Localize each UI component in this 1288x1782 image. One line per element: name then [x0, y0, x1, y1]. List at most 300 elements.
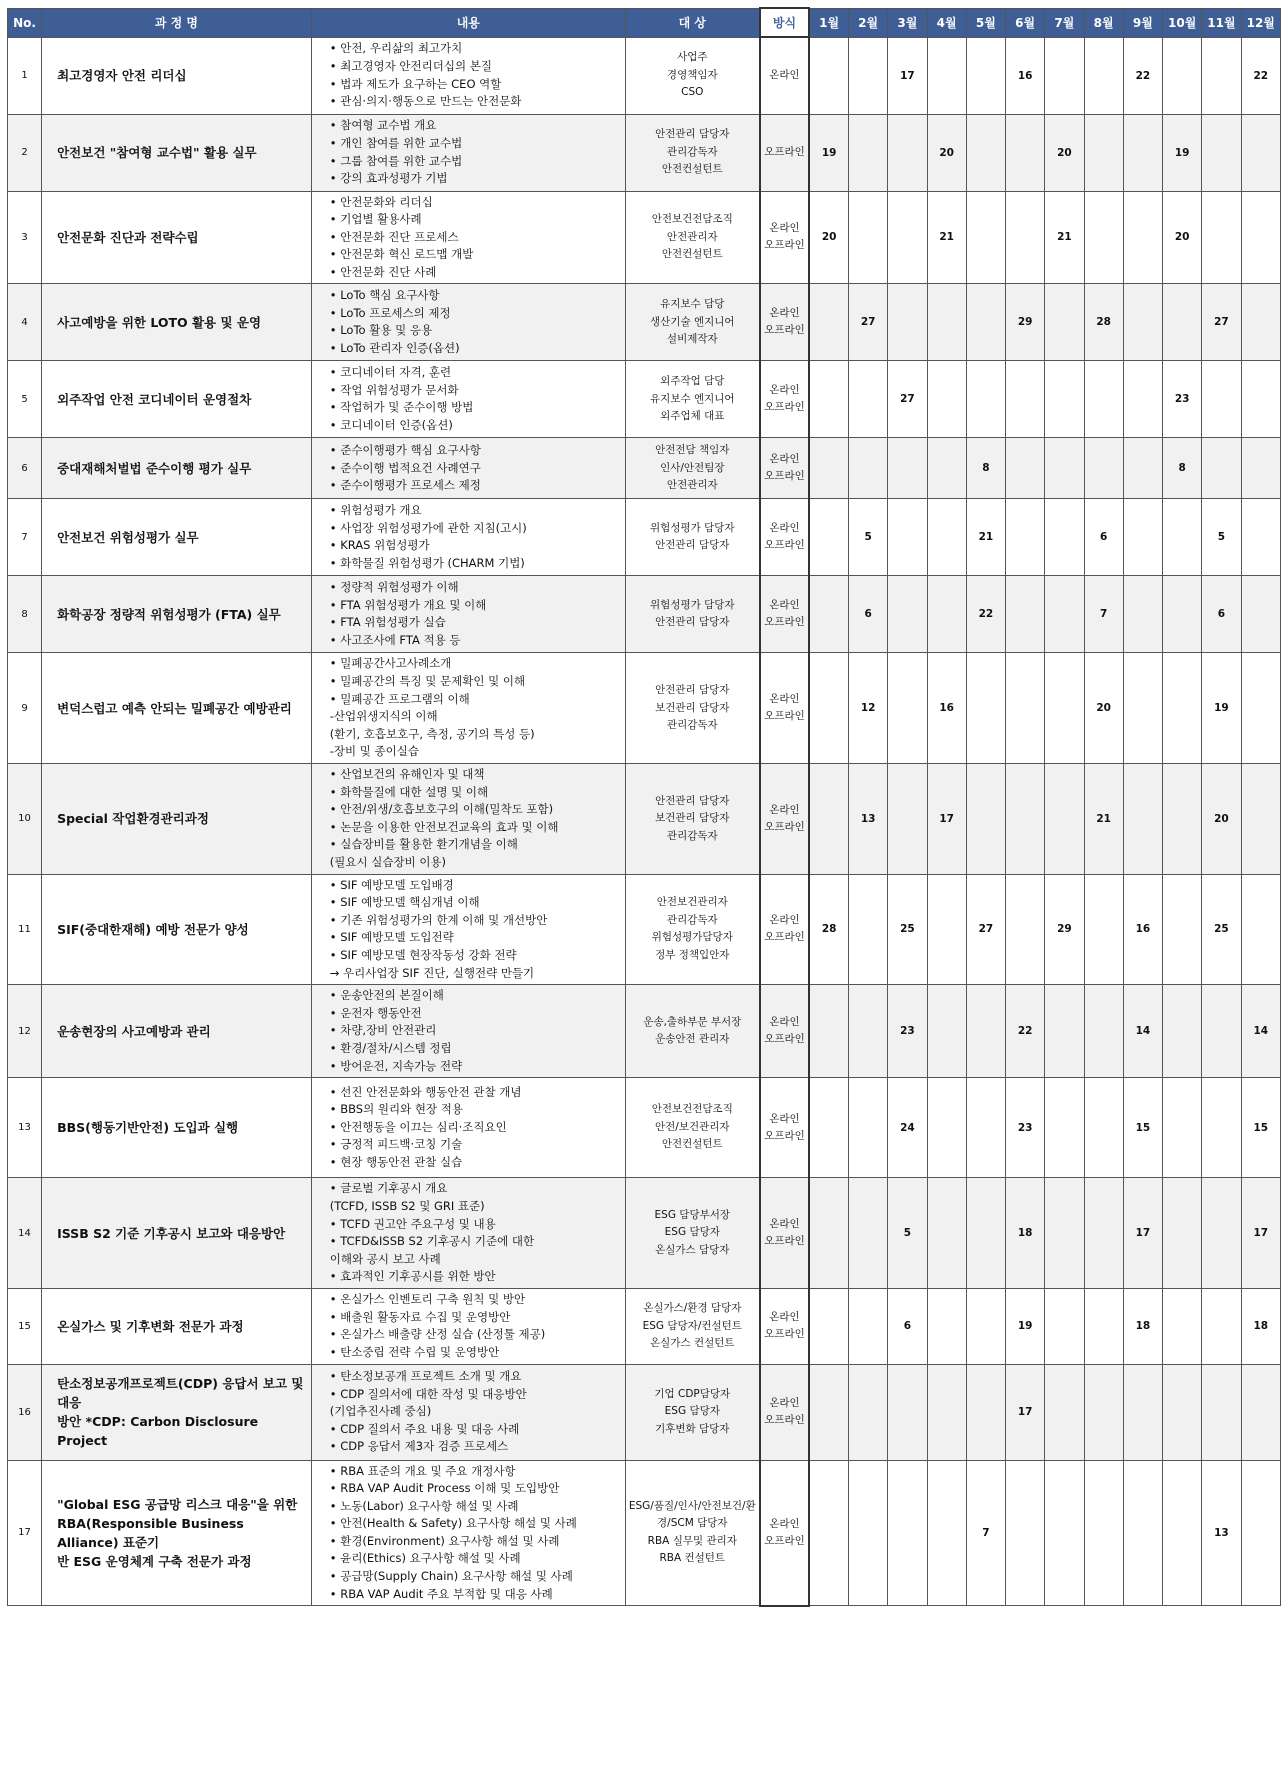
course-content: [311, 985, 625, 1078]
method-line: 온라인: [769, 914, 800, 927]
table-body: [8, 37, 1281, 1606]
row-number: 14: [8, 1178, 42, 1289]
course-name-line: SIF(중대한재해) 예방 전문가 양성: [57, 921, 249, 937]
content-line: • 운송안전의 본질이해: [329, 988, 444, 1003]
month-date: [1123, 764, 1162, 875]
course-method: [760, 1289, 810, 1364]
content-line: • RBA VAP Audit Process 이해 및 도입방안: [329, 1481, 560, 1496]
month-date: 17: [927, 764, 966, 875]
row-number: 5: [8, 361, 42, 438]
month-date: [809, 1289, 848, 1364]
content-line: • 논문을 이용한 안전보건교육의 효과 및 이해: [329, 819, 559, 834]
content-line: • 강의 효과성평가 기법: [329, 171, 448, 186]
month-date: 6: [849, 576, 888, 653]
month-date: [1241, 874, 1280, 985]
content-line: • CDP 질의서 주요 내용 및 대응 사례: [329, 1421, 520, 1436]
month-date: [849, 191, 888, 284]
month-date: [809, 1078, 848, 1178]
month-date: [1045, 361, 1084, 438]
method-line: 오프라인: [764, 1129, 805, 1142]
course-content: [311, 1178, 625, 1289]
course-name: [42, 1078, 312, 1178]
month-date: [927, 1364, 966, 1460]
month-date: [1123, 1460, 1162, 1606]
target-line: 안전전담 책임자: [655, 444, 730, 457]
target-line: 안전관리자: [666, 479, 718, 492]
target-line: 외주작업 담당: [660, 375, 725, 388]
month-date: [1202, 191, 1241, 284]
month-date: 18: [1123, 1289, 1162, 1364]
month-date: [888, 653, 927, 764]
month-date: [888, 284, 927, 361]
table-row: [8, 985, 1281, 1078]
target-line: 인사/안전팀장: [660, 461, 725, 474]
schedule-table: [7, 7, 1281, 1607]
content-line: • 선진 안전문화와 행동안전 관찰 개념: [329, 1084, 522, 1099]
method-line: 온라인: [769, 1311, 800, 1324]
month-date: 19: [809, 114, 848, 191]
month-date: [1163, 499, 1202, 576]
method-line: 온라인: [769, 599, 800, 612]
method-line: 오프라인: [764, 1534, 805, 1547]
month-date: [1202, 1178, 1241, 1289]
content-line: • 준수이행평가 프로세스 제정: [329, 478, 481, 493]
month-date: [1163, 284, 1202, 361]
month-date: [1123, 438, 1162, 499]
method-line: 오프라인: [764, 931, 805, 944]
content-line: • 준수이행 법적요건 사례연구: [329, 460, 481, 475]
course-content: [311, 191, 625, 284]
month-date: 8: [966, 438, 1005, 499]
content-line: → 우리사업장 SIF 진단, 실행전략 만들기: [329, 965, 535, 980]
month-date: 28: [1084, 284, 1123, 361]
month-date: [1084, 438, 1123, 499]
course-content: [311, 1364, 625, 1460]
month-date: [1045, 438, 1084, 499]
target-line: 유지보수 엔지니어: [650, 392, 735, 405]
month-date: [888, 499, 927, 576]
table-row: [8, 764, 1281, 875]
course-target: [625, 1178, 759, 1289]
month-date: [1045, 1460, 1084, 1606]
month-date: [809, 985, 848, 1078]
content-line: • 위험성평가 개요: [329, 503, 422, 518]
method-line: 온라인: [769, 69, 800, 82]
month-date: 20: [809, 191, 848, 284]
month-date: 22: [1241, 37, 1280, 114]
month-date: [927, 1289, 966, 1364]
month-date: [888, 114, 927, 191]
course-name-line: 안전문화 진단과 전략수립: [57, 229, 199, 245]
content-line: • 배출원 활동자료 수집 및 운영방안: [329, 1309, 511, 1324]
content-line: • SIF 예방모델 도입전략: [329, 930, 454, 945]
month-date: [1202, 114, 1241, 191]
target-line: 생산기술 엔지니어: [650, 315, 735, 328]
target-line: ESG 담당자/컨설턴트: [642, 1319, 742, 1332]
course-name-line: 변덕스럽고 예측 안되는 밀폐공간 예방관리: [57, 700, 292, 716]
row-number: 6: [8, 438, 42, 499]
month-date: [927, 874, 966, 985]
course-name-line: 운송현장의 사고예방과 관리: [57, 1023, 211, 1039]
header-course: 과 정 명: [42, 8, 312, 37]
course-name: [42, 191, 312, 284]
month-date: [809, 284, 848, 361]
content-line: • 안전문화 혁신 로드맵 개발: [329, 247, 474, 262]
row-number: 11: [8, 874, 42, 985]
row-number: 7: [8, 499, 42, 576]
content-line: • 관심·의지·행동으로 만드는 안전문화: [329, 94, 522, 109]
table-row: [8, 1178, 1281, 1289]
method-line: 온라인: [769, 222, 800, 235]
content-line: • BBS의 원리와 현장 적용: [329, 1102, 463, 1117]
course-name: [42, 874, 312, 985]
month-date: [888, 1364, 927, 1460]
header-month: 2월: [849, 8, 888, 37]
content-line: • 정량적 위험성평가 이해: [329, 580, 459, 595]
month-date: 25: [888, 874, 927, 985]
course-name: [42, 438, 312, 499]
month-date: [1163, 1289, 1202, 1364]
month-date: 19: [1006, 1289, 1045, 1364]
course-method: [760, 361, 810, 438]
month-date: [849, 438, 888, 499]
method-line: 오프라인: [764, 539, 805, 552]
month-date: [966, 114, 1005, 191]
month-date: 16: [1006, 37, 1045, 114]
content-line: • SIF 예방모델 현장작동성 강화 전략: [329, 947, 517, 962]
course-name-line: 외주작업 안전 코디네이터 운영절차: [57, 391, 252, 407]
method-line: 온라인: [769, 307, 800, 320]
month-date: [888, 191, 927, 284]
method-line: 오프라인: [764, 1328, 805, 1341]
month-date: [927, 985, 966, 1078]
course-name-line: 안전보건 "참여형 교수법" 활용 실무: [57, 145, 257, 160]
target-line: 기업 CDP담당자: [654, 1387, 731, 1400]
method-line: 온라인: [769, 1016, 800, 1029]
month-date: 20: [1163, 191, 1202, 284]
month-date: 21: [966, 499, 1005, 576]
content-line: • 최고경영자 안전리더십의 본질: [329, 58, 492, 73]
month-date: 12: [849, 653, 888, 764]
month-date: 13: [849, 764, 888, 875]
month-date: [809, 764, 848, 875]
method-line: 온라인: [769, 1517, 800, 1530]
course-name: [42, 361, 312, 438]
month-date: [1202, 361, 1241, 438]
month-date: [1123, 191, 1162, 284]
content-line: • 공급망(Supply Chain) 요구사항 해설 및 사례: [329, 1569, 573, 1584]
method-line: 오프라인: [764, 401, 805, 414]
month-date: [1006, 191, 1045, 284]
content-line: • 안전/위생/호흡보호구의 이해(밀착도 포함): [329, 802, 554, 817]
month-date: [1006, 499, 1045, 576]
content-line: • FTA 위험성평가 실습: [329, 615, 446, 630]
content-line: • 탄소중립 전략 수립 및 운영방안: [329, 1344, 500, 1359]
table-row: [8, 191, 1281, 284]
course-content: [311, 1078, 625, 1178]
month-date: [1123, 284, 1162, 361]
month-date: 6: [888, 1289, 927, 1364]
course-method: [760, 191, 810, 284]
course-name-line: ISSB S2 기준 기후공시 보고와 대응방안: [57, 1225, 286, 1241]
course-name: [42, 653, 312, 764]
target-line: 안전컨설턴트: [661, 248, 723, 261]
target-line: 안전컨설턴트: [661, 1138, 723, 1151]
method-line: 온라인: [769, 453, 800, 466]
table-row: [8, 1289, 1281, 1364]
course-name-line: 사고예방을 위한 LOTO 활용 및 운영: [57, 314, 262, 330]
course-content: [311, 37, 625, 114]
course-content: [311, 764, 625, 875]
content-line: • 실습장비를 활용한 환기개념을 이해: [329, 837, 518, 852]
content-line: • 안전문화와 리더십: [329, 194, 433, 209]
month-date: [966, 1078, 1005, 1178]
table-header: [8, 8, 1281, 37]
method-line: 온라인: [769, 803, 800, 816]
row-number: 13: [8, 1078, 42, 1178]
month-date: [1241, 438, 1280, 499]
course-target: [625, 114, 759, 191]
course-method: [760, 284, 810, 361]
target-line: 기후변화 담당자: [655, 1422, 730, 1435]
month-date: [1006, 764, 1045, 875]
course-target: [625, 1078, 759, 1178]
target-line: 경영책임자: [666, 68, 718, 81]
month-date: [1006, 114, 1045, 191]
content-line: (TCFD, ISSB S2 및 GRI 표준): [329, 1198, 485, 1213]
course-method: [760, 1364, 810, 1460]
content-line: • 화학물질 위험성평가 (CHARM 기법): [329, 556, 525, 571]
month-date: [1163, 764, 1202, 875]
month-date: [1163, 1078, 1202, 1178]
method-line: 온라인: [769, 522, 800, 535]
course-name: [42, 1289, 312, 1364]
content-line: • LoTo 프로세스의 제정: [329, 305, 451, 320]
method-line: 온라인: [769, 1112, 800, 1125]
target-line: 관리감독자: [666, 719, 718, 731]
method-line: 오프라인: [764, 146, 805, 158]
month-date: [1084, 1289, 1123, 1364]
header-month: 9월: [1123, 8, 1162, 37]
target-line: 안전관리자: [666, 230, 718, 243]
course-target: [625, 1364, 759, 1460]
target-line: 안전/보건관리자: [655, 1120, 730, 1133]
course-method: [760, 499, 810, 576]
course-target: [625, 985, 759, 1078]
course-target: [625, 653, 759, 764]
content-line: • 윤리(Ethics) 요구사항 해설 및 사례: [329, 1551, 521, 1566]
target-line: 위험성평가 담당자: [650, 598, 735, 611]
month-date: [1163, 653, 1202, 764]
month-date: [1045, 1289, 1084, 1364]
target-line: RBA 컨설턴트: [659, 1552, 726, 1565]
header-method: 방식: [760, 8, 810, 37]
content-line: • 밀폐공간 프로그램의 이해: [329, 691, 470, 706]
month-date: [1202, 438, 1241, 499]
month-date: [1163, 576, 1202, 653]
content-line: • 준수이행평가 핵심 요구사항: [329, 443, 481, 458]
header-month: 7월: [1045, 8, 1084, 37]
month-date: [809, 576, 848, 653]
month-date: [927, 438, 966, 499]
header-month: 11월: [1202, 8, 1241, 37]
target-line: 외주업체 대표: [660, 410, 725, 423]
row-number: 10: [8, 764, 42, 875]
content-line: • 글로벌 기후공시 개요: [329, 1181, 448, 1196]
content-line: • 안전문화 진단 프로세스: [329, 229, 459, 244]
content-line: • 사고조사에 FTA 적용 등: [329, 633, 461, 648]
month-date: [1241, 1460, 1280, 1606]
target-line: 안전관리 담당자: [655, 616, 730, 629]
content-line: • 온실가스 배출량 산정 실습 (산정툴 제공): [329, 1327, 546, 1342]
course-content: [311, 653, 625, 764]
content-line: • TCFD 권고안 주요구성 및 내용: [329, 1216, 496, 1231]
target-line: ESG 담당부서장: [654, 1208, 731, 1221]
target-line: 관리감독자: [666, 145, 718, 158]
month-date: 16: [927, 653, 966, 764]
content-line: • 그룹 참여를 위한 교수법: [329, 153, 463, 168]
content-line: • 차량,장비 안전관리: [329, 1023, 437, 1038]
content-line: • 탄소정보공개 프로젝트 소개 및 개요: [329, 1369, 522, 1384]
content-line: • 효과적인 기후공시를 위한 방안: [329, 1269, 496, 1284]
month-date: [849, 985, 888, 1078]
month-date: [1006, 1460, 1045, 1606]
month-date: [809, 37, 848, 114]
month-date: 23: [1163, 361, 1202, 438]
month-date: [849, 1460, 888, 1606]
content-line: • 환경(Environment) 요구사항 해설 및 사례: [329, 1533, 560, 1548]
month-date: [1241, 191, 1280, 284]
course-name-line: 중대재해처벌법 준수이행 평가 실무: [57, 460, 252, 476]
target-line: 안전보건전담조직: [651, 1103, 733, 1116]
course-method: [760, 114, 810, 191]
content-line: • CDP 응답서 제3자 검증 프로세스: [329, 1439, 509, 1454]
content-line: • 참여형 교수법 개요: [329, 118, 437, 133]
target-line: 정부 정책입안자: [655, 948, 730, 961]
table-row: [8, 1078, 1281, 1178]
target-line: 안전관리 담당자: [655, 539, 730, 552]
content-line: • 개인 참여를 위한 교수법: [329, 135, 463, 150]
target-line: 운송,출하부문 부서장: [643, 1015, 742, 1028]
header-month: 1월: [809, 8, 848, 37]
content-line: • 노동(Labor) 요구사항 해설 및 사례: [329, 1498, 519, 1513]
month-date: [1202, 1078, 1241, 1178]
course-method: [760, 576, 810, 653]
month-date: 6: [1202, 576, 1241, 653]
target-line: 설비제작자: [666, 333, 718, 346]
course-name: [42, 1460, 312, 1606]
month-date: [1006, 653, 1045, 764]
table-row: [8, 37, 1281, 114]
content-line: • 코디네이터 자격, 훈련: [329, 365, 452, 380]
month-date: [1202, 37, 1241, 114]
month-date: [1045, 1178, 1084, 1289]
course-content: [311, 874, 625, 985]
month-date: [966, 985, 1005, 1078]
month-date: 7: [966, 1460, 1005, 1606]
month-date: [1084, 114, 1123, 191]
course-target: [625, 499, 759, 576]
month-date: [1163, 1178, 1202, 1289]
month-date: 27: [849, 284, 888, 361]
table-row: [8, 361, 1281, 438]
target-line: 안전컨설턴트: [661, 163, 723, 176]
table-row: [8, 874, 1281, 985]
month-date: 29: [1045, 874, 1084, 985]
month-date: [927, 499, 966, 576]
month-date: 28: [809, 874, 848, 985]
course-content: [311, 499, 625, 576]
content-line: • 작업 위험성평가 문서화: [329, 382, 459, 397]
method-line: 오프라인: [764, 820, 805, 833]
month-date: [1123, 576, 1162, 653]
content-line: • 현장 행동안전 관찰 실습: [329, 1155, 463, 1170]
month-date: [849, 874, 888, 985]
header-no: No.: [8, 8, 42, 37]
course-method: [760, 874, 810, 985]
month-date: [1241, 576, 1280, 653]
course-target: [625, 361, 759, 438]
course-name-line: RBA(Responsible Business Alliance) 표준기: [57, 1515, 244, 1550]
content-line: • 기존 위험성평가의 한계 이해 및 개선방안: [329, 912, 548, 927]
month-date: [927, 576, 966, 653]
month-date: [1163, 985, 1202, 1078]
course-target: [625, 576, 759, 653]
month-date: 23: [888, 985, 927, 1078]
month-date: [1045, 499, 1084, 576]
content-line: • TCFD&ISSB S2 기후공시 기준에 대한: [329, 1234, 535, 1249]
month-date: [888, 438, 927, 499]
content-line: (필요시 실습장비 이용): [329, 855, 447, 869]
content-line: • 코디네이터 인증(옵션): [329, 418, 453, 433]
row-number: 16: [8, 1364, 42, 1460]
course-name-line: 온실가스 및 기후변화 전문가 과정: [57, 1318, 244, 1334]
month-date: 13: [1202, 1460, 1241, 1606]
month-date: [809, 1460, 848, 1606]
month-date: [1084, 1460, 1123, 1606]
target-line: CSO: [681, 86, 704, 99]
course-target: [625, 764, 759, 875]
target-line: ESG/품질/인사/안전보건/환: [628, 1499, 756, 1512]
target-line: 온실가스/환경 담당자: [643, 1302, 742, 1315]
course-name-line: BBS(행동기반안전) 도입과 실행: [57, 1120, 239, 1136]
table-row: [8, 114, 1281, 191]
row-number: 3: [8, 191, 42, 284]
row-number: 1: [8, 37, 42, 114]
course-target: [625, 284, 759, 361]
method-line: 오프라인: [764, 616, 805, 629]
month-date: 15: [1123, 1078, 1162, 1178]
month-date: [1084, 37, 1123, 114]
month-date: [1084, 1364, 1123, 1460]
content-line: • SIF 예방모델 핵심개념 이해: [329, 895, 480, 910]
table-row: [8, 438, 1281, 499]
course-name-line: 반 ESG 운영체계 구축 전문가 과정: [57, 1553, 252, 1569]
month-date: [966, 37, 1005, 114]
month-date: 14: [1123, 985, 1162, 1078]
month-date: [1084, 1078, 1123, 1178]
table-row: [8, 1364, 1281, 1460]
month-date: [1084, 874, 1123, 985]
target-line: 위험성평가 담당자: [650, 521, 735, 534]
month-date: 21: [1045, 191, 1084, 284]
month-date: [1045, 37, 1084, 114]
month-date: [849, 1289, 888, 1364]
month-date: 27: [888, 361, 927, 438]
course-name-line: "Global ESG 공급망 리스크 대응"을 위한: [57, 1496, 298, 1512]
course-method: [760, 764, 810, 875]
month-date: [1045, 576, 1084, 653]
